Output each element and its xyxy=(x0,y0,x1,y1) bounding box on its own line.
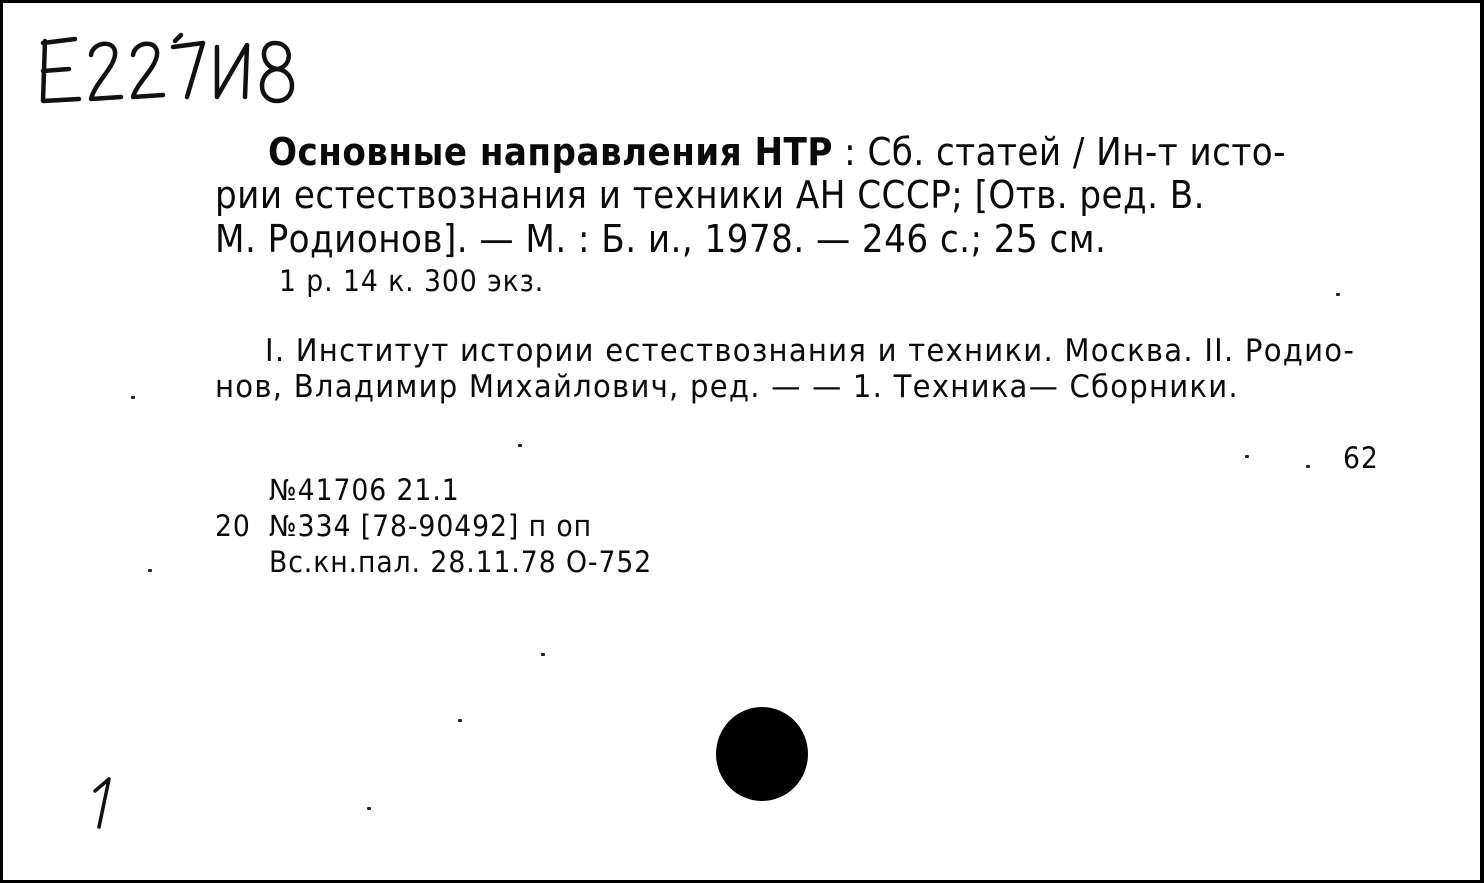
handwritten-call-number xyxy=(31,21,311,111)
speck xyxy=(458,719,462,722)
speck xyxy=(518,444,522,447)
call-number-drawing xyxy=(31,21,311,111)
speck xyxy=(1336,293,1340,296)
description-line-1-rest: : Сб. статей / Ин-т исто- xyxy=(832,130,1286,174)
speck xyxy=(148,569,152,572)
subjects-line-2: нов, Владимир Михайлович, ред. — — 1. Техника— Сборники. xyxy=(215,369,1239,405)
speck xyxy=(1245,455,1249,458)
tech-prefix: 20 xyxy=(215,509,251,543)
punch-hole xyxy=(716,707,808,801)
handwritten-one-drawing xyxy=(85,773,125,833)
handwritten-mark xyxy=(85,773,125,833)
tech-line-1: №41706 21.1 xyxy=(269,473,460,507)
speck xyxy=(1306,465,1310,468)
description-line-1 xyxy=(268,130,1286,174)
tech-line-2: №334 [78-90492] п оп xyxy=(269,509,593,543)
description-line-2: рии естествознания и техники АН СССР; [Отв. ред. В. xyxy=(215,173,1205,217)
classification-number: 62 xyxy=(1343,441,1379,475)
book-title: Основные направления НТР xyxy=(268,130,833,174)
speck xyxy=(541,653,545,656)
subjects-line-1: I. Институт истории естествознания и техники. Москва. II. Родио- xyxy=(265,333,1356,369)
price-and-print-run: 1 р. 14 к. 300 экз. xyxy=(279,264,545,298)
description-line-3: М. Родионов]. — М. : Б. и., 1978. — 246 с.; 25 см. xyxy=(215,217,1107,261)
tech-line-3: Вс.кн.пал. 28.11.78 О-752 xyxy=(269,545,653,579)
speck xyxy=(131,396,135,399)
speck xyxy=(367,807,371,810)
